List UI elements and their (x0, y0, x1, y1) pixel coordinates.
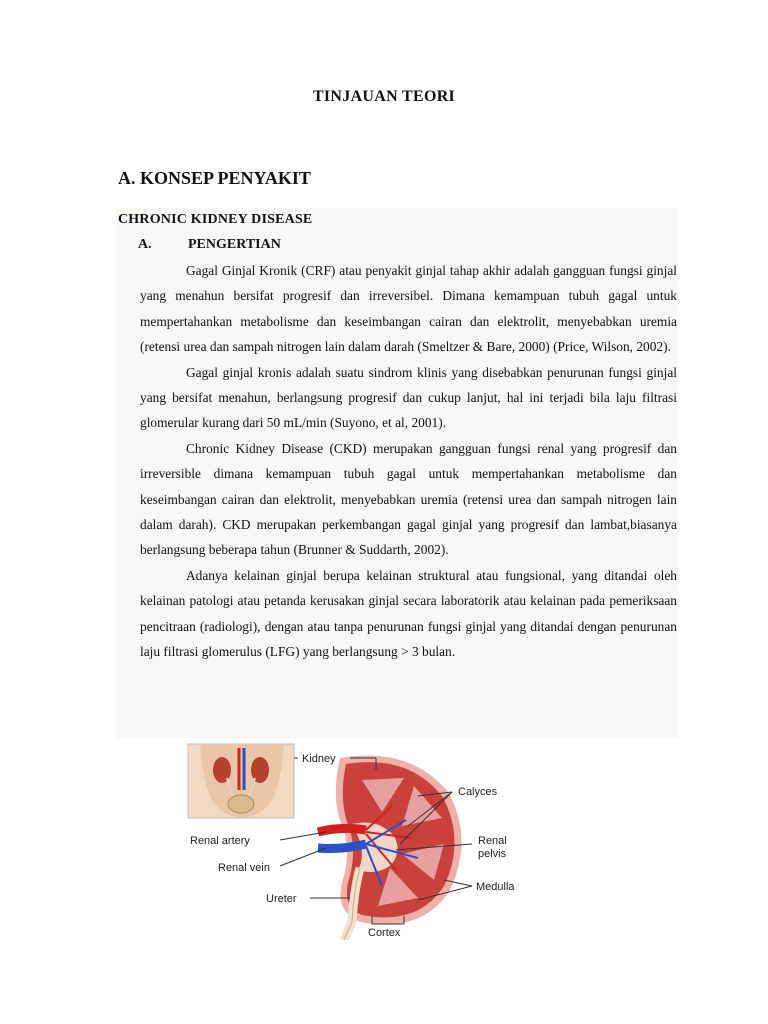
renal-artery-vessel (318, 828, 366, 832)
label-renal-vein: Renal vein (218, 862, 270, 874)
kidney-cross-section (318, 756, 462, 940)
kidney-anatomy-figure (182, 740, 528, 940)
body-text (140, 258, 677, 665)
sub-heading (138, 237, 281, 253)
paragraph: Adanya kelainan ginjal berupa kelainan struktural atau fungsional, yang ditandai oleh kelainan patologi atau petanda kerusakan ginjal secara laboratorik atau kelainan pada pemeriksaan pencitraan (radiologi), dengan atau tanpa penurunan fungsi ginjal yang ditandai dengan penurunan laju filtrasi glomerulus (LFG) yang berlangsung > 3 bulan. (140, 567, 677, 660)
label-calyces: Calyces (458, 786, 498, 798)
paragraph: Gagal Ginjal Kronik (CRF) atau penyakit ginjal tahap akhir adalah gangguan fungsi ginjal yang menahun bersifat progresif dan irreversibel. Dimana kemampuan tubuh gagal untuk mempertahankan metabolisme dan keseimbangan cairan dan elektrolit, menyebabkan uremia (retensi urea dan sampah nitrogen lain dalam darah (Smeltzer & Bare, 2000) (Price, Wilson, 2002). (140, 263, 677, 355)
disease-title: CHRONIC KIDNEY DISEASE (118, 212, 313, 227)
label-medulla: Medulla (476, 881, 515, 893)
sub-heading-label: PENGERTIAN (188, 237, 281, 252)
label-renal-pelvis-line2: pelvis (478, 848, 507, 860)
label-renal-artery: Renal artery (190, 835, 250, 847)
torso-inset-image (188, 744, 294, 818)
label-renal-pelvis-line1: Renal (478, 835, 507, 847)
paragraph: Chronic Kidney Disease (CKD) merupakan gangguan fungsi renal yang progresif dan irreversible dimana kemampuan tubuh gagal untuk mempertahankan metabolisme dan keseimbangan cairan dan elektrolit, menyebabkan uremia (retensi urea dan sampah nitrogen lain dalam darah). CKD merupakan perkembangan gagal ginjal yang progresif dan lambat,biasanya berlangsung beberapa tahun (Brunner & Suddarth, 2002). (140, 440, 677, 558)
document-title: TINJAUAN TEORI (312, 88, 456, 105)
sub-heading-number: A. (138, 237, 152, 252)
kidney-diagram (182, 740, 528, 940)
label-ureter: Ureter (266, 893, 297, 905)
label-cortex: Cortex (368, 927, 401, 939)
label-kidney: Kidney (302, 753, 336, 765)
paragraph: Gagal ginjal kronis adalah suatu sindrom klinis yang disebabkan penurunan fungsi ginjal yang bersifat menahun, berlangsung progresif dan cukup lanjut, hal ini terjadi bila laju filtrasi glomerular kurang dari 50 mL/min (Suyono, et al, 2001). (140, 364, 677, 431)
section-heading: A. KONSEP PENYAKIT (118, 168, 311, 188)
